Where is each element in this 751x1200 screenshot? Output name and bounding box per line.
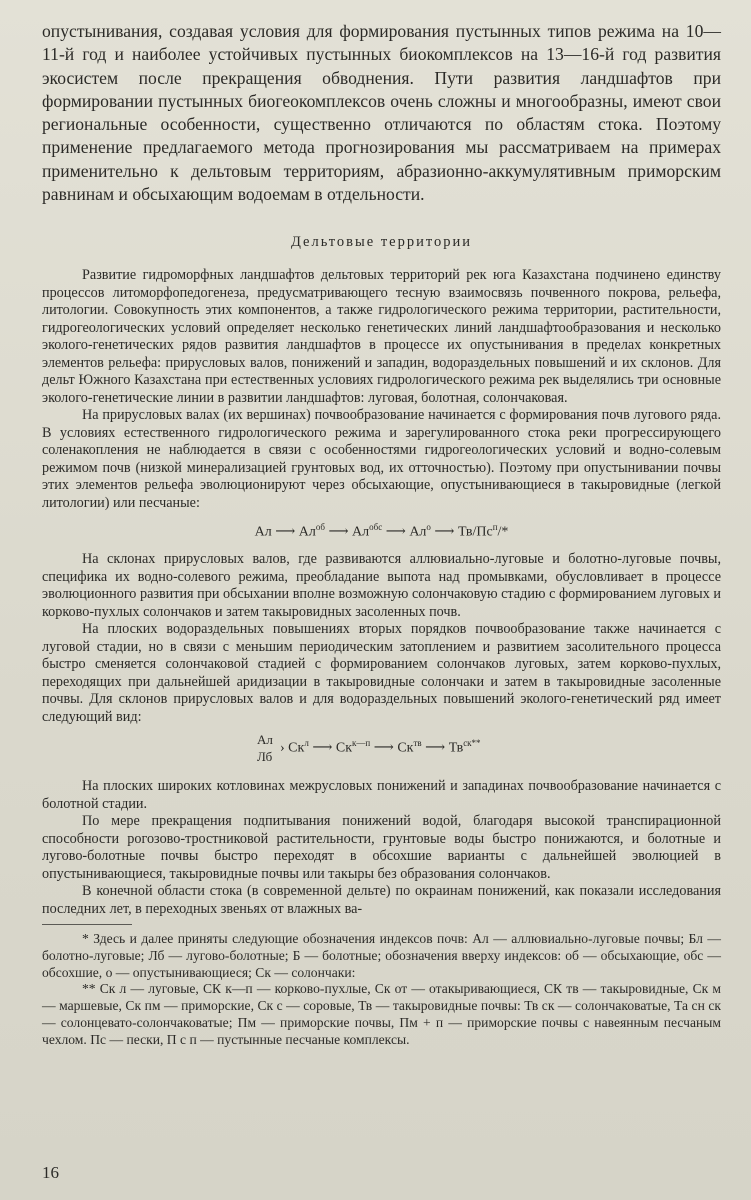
formula-index: л <box>304 738 309 749</box>
page-number: 16 <box>42 1163 59 1182</box>
paragraph: Развитие гидроморфных ландшафтов дельтовых территорий рек юга Казахстана подчинено единству процессов литоморфопедогенеза, предусматривающего тесную взаимосвязь почвенного покрова, рельефа, литологии. Совокупность этих компонентов, а также гидрологического режима территории, растительности, гидрогеологических условий определяет несколько генетических линий ландшафтообразования и несколько эколого-генетических рядов развития ландшафтов в процессе их опустынивания в пределах конкретных элементов рельефа: прирусловых валов, понижений и западин, водораздельных повышений и их склонов. Для дельт Южного Казахстана при естественных условиях гидрологического режима рек выделялись три основные эколого-генетические линии в развитии ландшафтов: луговая, болотная, солончаковая. <box>42 267 721 406</box>
arrow-icon: › <box>280 740 285 756</box>
formula-term: Лб <box>257 749 273 765</box>
formula-term: Тв <box>448 740 464 756</box>
formula-index: к—п <box>352 738 371 749</box>
body-text-2 <box>42 551 721 726</box>
formula-term: Ск <box>288 740 305 756</box>
paragraph: На прирусловых валах (их вершинах) почвообразование начинается с формирования почв лугового ряда. В условиях естественного гидрологического режима и зарегулированного стока реки прогрессирующего соленакопления не наблюдается в связи с особенностями гидрогеологических условий и водно-солевым режимом почв (низкой минерализацией грунтовых вод, их отточностью). Поэтому при опустынивании почвы этих элементов рельефа эволюционируют через обсыхающие, опустынивающиеся в такыровидные (легкой литологии) или песчаные: <box>42 407 721 511</box>
formula-index: ск** <box>463 738 481 749</box>
formula-term: Ал <box>409 525 427 541</box>
formula-term: Ал <box>257 732 273 748</box>
formula-term: Ал <box>352 525 370 541</box>
arrow-icon: ⟶ <box>275 525 296 541</box>
lead-text <box>42 20 721 206</box>
formula-saline-series <box>42 732 721 766</box>
arrow-icon: ⟶ <box>328 525 349 541</box>
footnote: * Здесь и далее приняты следующие обозначения индексов почв: Ал — аллювиально-луговые почвы; Бл — болотно-луговые; Лб — лугово-болотные; Б — болотные; обозначения вверху индексов: об — обсыхающие, обс — обсохшие, о — опустынивающиеся; Ск — солончаки: <box>42 931 721 980</box>
formula-index: обс <box>369 522 383 533</box>
formula-term: Тв/Пс <box>458 525 493 541</box>
formula-term: Ал <box>254 525 272 541</box>
footnotes <box>42 931 721 1049</box>
section-heading: Дельтовые территории <box>290 234 473 251</box>
body-text-1 <box>42 267 721 512</box>
footnote-divider <box>42 924 132 925</box>
arrow-icon: ⟶ <box>312 740 333 756</box>
formula-index: п <box>492 522 498 533</box>
arrow-icon: ⟶ <box>385 525 406 541</box>
formula-term: Ск <box>397 740 414 756</box>
formula-index: о <box>426 522 431 533</box>
formula-footnote-mark: /* <box>497 525 509 541</box>
formula-index: об <box>315 522 325 533</box>
paragraph: В конечной области стока (в современной дельте) по окраинам понижений, как показали исследования последних лет, в переходных звеньях от влажных ва- <box>42 883 721 917</box>
formula-luvial-series <box>42 522 721 541</box>
body-text-3 <box>42 778 721 918</box>
formula-term: Ск <box>335 740 353 756</box>
arrow-icon: ⟶ <box>373 740 394 756</box>
formula-term: Ал <box>298 525 316 541</box>
formula-index: тв <box>413 738 422 749</box>
paragraph: На плоских водораздельных повышениях вторых порядков почвообразование также начинается с луговой стадии, но в связи с меньшим периодическим затоплением и развитием засолительного процесса быстро сменяется солончаковой стадией с формированием солончаков луговых, затем корково-пухлых, переходящих при дальнейшей аридизации в такыровидные солончаки и затем в такыровидные засоленные почвы. Для склонов прирусловых валов и для водораздельных повышений эколого-генетический ряд имеет следующий вид: <box>42 621 721 725</box>
arrow-icon: ⟶ <box>425 740 446 756</box>
paragraph: На плоских широких котловинах межрусловых понижений и западинах почвообразование начинается с болотной стадии. <box>42 778 721 812</box>
arrow-icon: ⟶ <box>434 525 455 541</box>
paragraph: По мере прекращения подпитывания понижений водой, благодаря высокой транспирационной способности рогозово-тростниковой растительности, грунтовые воды быстро понижаются, и болотные и лугово-болотные почвы быстро переходят в обсохшие варианты с дальнейшей эволюцией в опустынивающиеся, такыровидные почвы или такыры без образования солончаков. <box>42 813 721 882</box>
paragraph: опустынивания, создавая условия для формирования пустынных типов режима на 10—11-й год и наиболее устойчивых пустынных биокомплексов на 13—16-й год развития экосистем после прекращения обводнения. Пути развития ландшафтов при формировании пустынных биогеокомплексов очень сложны и многообразны, имеют свои региональные особенности, существенно отличаются по областям стока. Поэтому применение предлагаемого метода прогнозирования мы рассматриваем на примерах применительно к дельтовым территориям, абразионно-аккумулятивным приморским равнинам и обсыхающим водоемам в отдельности. <box>42 21 721 205</box>
footnote: ** Ск л — луговые, СК к—п — корково-пухлые, Ск от — отакыривающиеся, СК тв — такыровидные, Ск м — маршевые, Ск пм — приморские, Ск с — соровые, Тв — такыровидные почвы: Тв ск — солончаковатые, Та сн ск — солонцевато-солончаковатые; Пм — приморские почвы, Пм + п — приморские почвы с навеянным песчаным чехлом. Пс — пески, П с п — пустынные песчаные комплексы. <box>42 981 721 1047</box>
paragraph: На склонах прирусловых валов, где развиваются аллювиально-луговые и болотно-луговые почвы, специфика их водно-солевого режима, преобладание выпота над промывками, обусловливает в процессе эволюционного развития при обсыхании вполне возможную солончаковую стадию с формированием луговых и корково-пухлых солончаков и затем такыровидных засоленных почв. <box>42 551 721 620</box>
